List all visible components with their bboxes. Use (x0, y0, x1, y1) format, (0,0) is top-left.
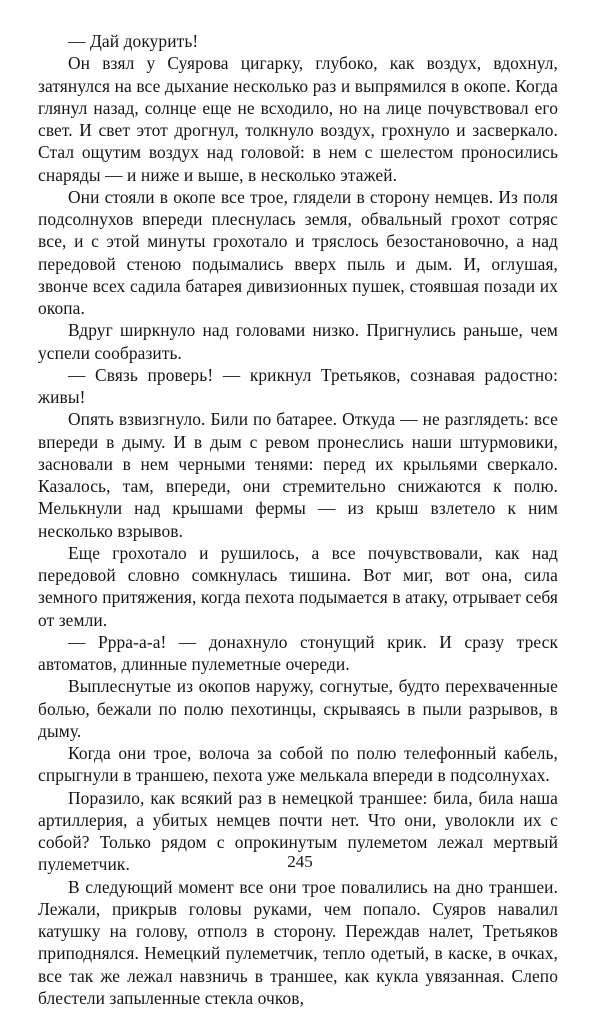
paragraph: Выплеснутые из окопов наружу, согнутые, будто перехваченные болью, бежали по полю пехотинцы, скрываясь в пыли разрывов, в дыму. (38, 675, 558, 742)
paragraph: — Ррра-а-а! — донахнуло стонущий крик. И сразу треск автоматов, длинные пулеметные очереди. (38, 631, 558, 676)
paragraph: — Связь проверь! — крикнул Третьяков, сознавая радостно: живы! (38, 364, 558, 409)
paragraph: Вдруг ширкнуло над головами низко. Пригнулись раньше, чем успели сообразить. (38, 319, 558, 364)
paragraph: Он взял у Суярова цигарку, глубоко, как воздух, вдохнул, затянулся на все дыхание несколько раз и выпрямился в окопе. Когда глянул назад, солнце еще не всходило, но на лице почувствовал его свет. И свет этот дрогнул, толкнуло воздух, грохнуло и засверкало. Стал ощутим воздух над головой: в нем с шелестом проносились снаряды — и ниже и выше, в несколько этажей. (38, 52, 558, 186)
page-number: 245 (0, 852, 600, 872)
paragraph: Когда они трое, волоча за собой по полю телефонный кабель, спрыгнули в траншею, пехота уже мелькала впереди в подсолнухах. (38, 742, 558, 787)
paragraph: Они стояли в окопе все трое, глядели в сторону немцев. Из поля подсолнухов впереди плеснулась земля, обвальный грохот сотряс все, и с этой минуты грохотало и тряслось безостановочно, а над передовой стеною подымались вверх пыль и дым. И, оглушая, звонче всех садила батарея дивизионных пушек, стоявшая позади их окопа. (38, 186, 558, 320)
paragraph: Опять взвизгнуло. Били по батарее. Откуда — не разглядеть: все впереди в дыму. И в дым с ревом пронеслись наши штурмовики, засновали в нем черными тенями: перед их крыльями сверкало. Казалось, там, впереди, они стремительно снижаются к полю. Мелькнули над крышами фермы — из крыш взлетело к ним несколько взрывов. (38, 408, 558, 542)
paragraph: В следующий момент все они трое повалились на дно траншеи. Лежали, прикрыв головы руками, чем попало. Суяров навалил катушку на голову, отполз в сторону. Переждав налет, Третьяков приподнялся. Немецкий пулеметчик, тепло одетый, в каске, в очках, все так же лежал навзничь в траншее, как кукла увязанная. Слепо блестели запыленные стекла очков, (38, 876, 558, 1009)
paragraph: — Дай докурить! (38, 30, 558, 52)
paragraph: Поразило, как всякий раз в немецкой траншее: била, била наша артиллерия, а убитых немцев почти нет. Что они, уволокли их с собой? Только рядом с опрокинутым пулеметом лежал мертвый пулеметчик. (38, 787, 558, 876)
paragraph: Еще грохотало и рушилось, а все почувствовали, как над передовой словно сомкнулась тишина. Вот миг, вот она, сила земного притяжения, когда пехота подымается в атаку, отрывает себя от земли. (38, 542, 558, 631)
